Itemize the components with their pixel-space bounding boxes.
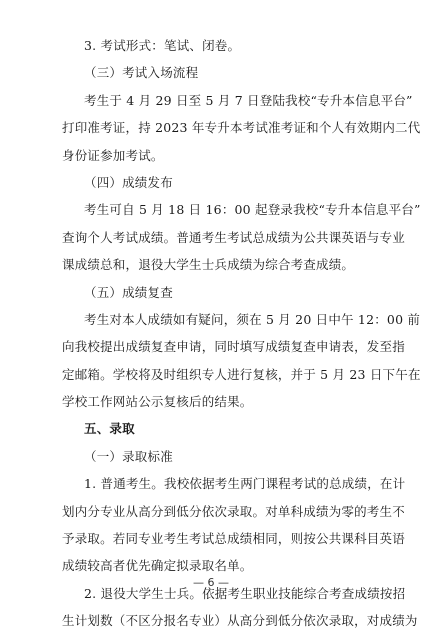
paragraph-line: 查询个人考试成绩。普通考生考试总成绩为公共课英语与专业 — [62, 229, 405, 245]
paragraph-line: 课成绩总和，退役大学生士兵成绩为综合考查成绩。 — [62, 257, 355, 273]
section-heading-admission: 五、录取 — [84, 421, 135, 437]
paragraph-line: 定邮箱。学校将及时组织专人进行复核，并于 5 月 23 日下午在 — [62, 366, 421, 382]
section-heading-admission-criteria: （一）录取标准 — [84, 448, 173, 464]
document-body — [62, 32, 421, 635]
paragraph-line: 予录取。若同专业考生考试总成绩相同，则按公共课科目英语 — [62, 531, 405, 547]
paragraph-line: 1. 普通考生。我校依据考生两门课程考试的总成绩，在计 — [84, 476, 406, 492]
paragraph-line: 生计划数（不区分报名专业）从高分到低分依次录取，对成绩为 — [62, 613, 418, 629]
exam-format-line: 3. 考试形式：笔试、闭卷。 — [84, 38, 241, 53]
paragraph-line: 2. 退役大学生士兵。依据考生职业技能综合考查成绩按招 — [84, 585, 406, 601]
section-heading-score-review: （五）成绩复查 — [84, 284, 173, 300]
paragraph-line: 向我校提出成绩复查申请，同时填写成绩复查申请表，发至指 — [62, 339, 405, 355]
paragraph-line: 身份证参加考试。 — [62, 147, 164, 163]
paragraph-line: 考生对本人成绩如有疑问，须在 5 月 20 日中午 12：00 前 — [84, 311, 421, 327]
section-heading-entry-process: （三）考试入场流程 — [84, 65, 199, 81]
paragraph-line: 考生可自 5 月 18 日 16：00 起登录我校“专升本信息平台” — [84, 202, 421, 218]
paragraph-line: 考生于 4 月 29 日至 5 月 7 日登陆我校“专升本信息平台” — [84, 92, 413, 108]
paragraph-line: 划内分专业从高分到低分依次录取。对单科成绩为零的考生不 — [62, 503, 405, 519]
page-number: — 6 — — [193, 576, 229, 589]
paragraph-line: 打印准考证，持 2023 年专升本考试准考证和个人有效期内二代 — [62, 120, 421, 136]
paragraph-line: 成绩较高者优先确定拟录取名单。 — [62, 558, 253, 574]
paragraph-line: 学校工作网站公示复核后的结果。 — [62, 394, 253, 410]
section-heading-score-release: （四）成绩发布 — [84, 174, 173, 190]
